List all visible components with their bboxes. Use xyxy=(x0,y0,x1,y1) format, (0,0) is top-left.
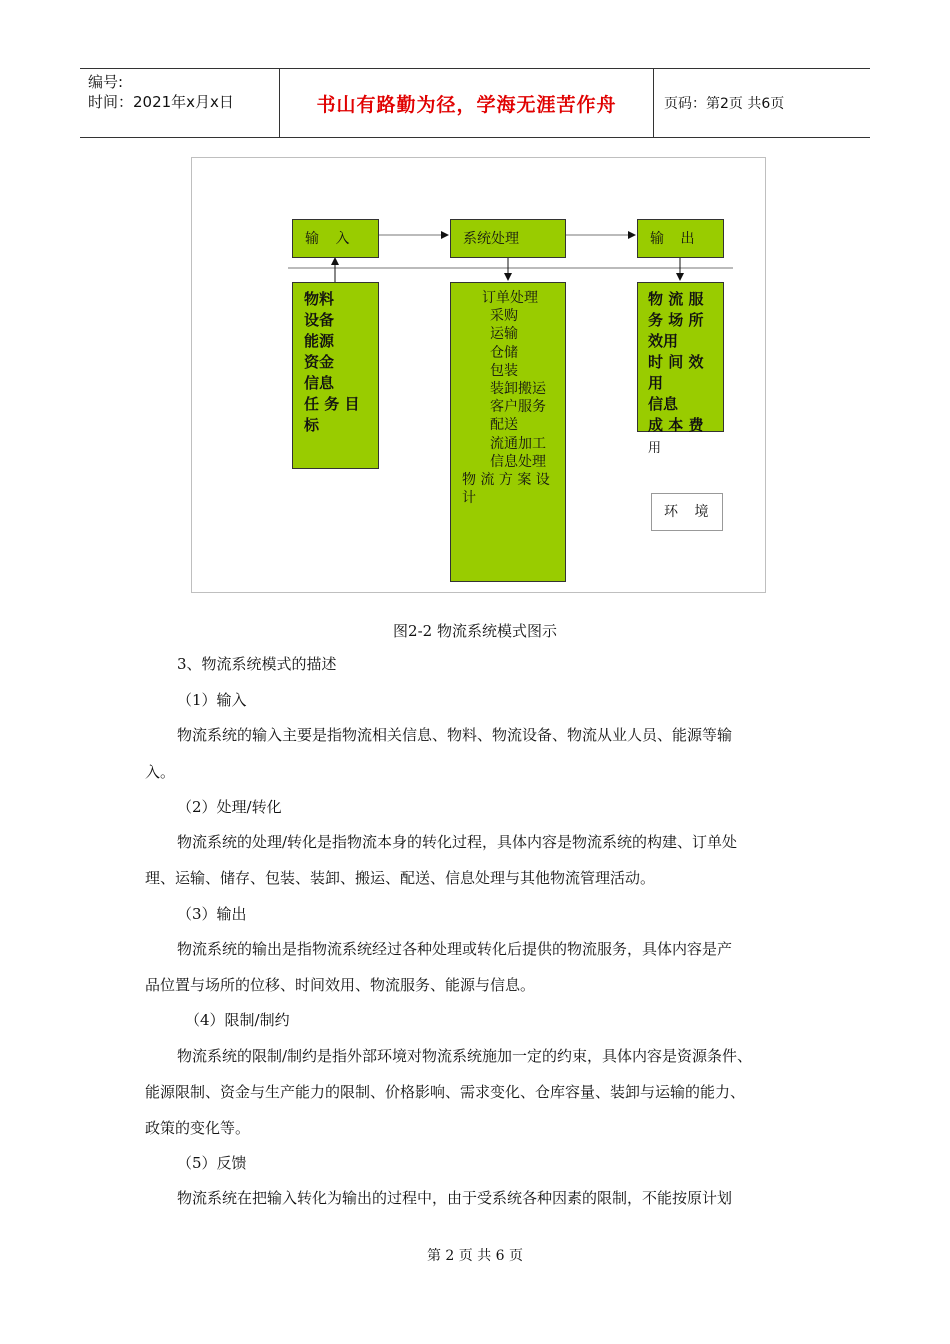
process-item: 配送 xyxy=(490,417,518,434)
process-item: 计 xyxy=(462,490,476,507)
subheading-constraint: （4）限制/制约 xyxy=(185,1011,290,1029)
output-item: 务 场 所 xyxy=(648,311,704,329)
process-item: 流通加工 xyxy=(490,435,546,452)
time-label: 时间：2021年x月x日 xyxy=(88,93,234,111)
output-title-box: 输 出 xyxy=(637,219,724,258)
output-items-list xyxy=(648,289,703,436)
output-item: 用 xyxy=(648,374,664,392)
output-item: 成 本 费 xyxy=(648,416,704,434)
input-item: 信息 xyxy=(304,374,335,392)
input-item: 标 xyxy=(304,416,320,434)
process-item: 物 流 方 案 设 xyxy=(462,472,550,489)
paragraph-line: 政策的变化等。 xyxy=(145,1119,251,1137)
process-item: 订单处理 xyxy=(482,290,538,306)
process-title-box: 系统处理 xyxy=(450,219,566,258)
subheading-process: （2）处理/转化 xyxy=(177,798,282,816)
paragraph-line: 物流系统的输入主要是指物流相关信息、物料、物流设备、物流从业人员、能源等输 xyxy=(177,726,733,744)
process-item: 信息处理 xyxy=(490,453,546,470)
page-header xyxy=(80,68,870,138)
input-item: 物料 xyxy=(304,290,335,308)
input-title-box: 输 入 xyxy=(292,219,379,258)
header-meta xyxy=(80,69,280,137)
input-item: 资金 xyxy=(304,353,335,371)
paragraph-line: 物流系统的限制/制约是指外部环境对物流系统施加一定的约束，具体内容是资源条件、 xyxy=(177,1047,753,1065)
paragraph-line: 物流系统的输出是指物流系统经过各种处理或转化后提供的物流服务，具体内容是产 xyxy=(177,940,733,958)
output-item: 时 间 效 xyxy=(648,353,704,371)
process-item: 包装 xyxy=(490,362,518,379)
logistics-system-diagram xyxy=(191,157,766,593)
environment-box: 环 境 xyxy=(651,493,723,531)
header-motto: 书山有路勤为径，学海无涯苦作舟 xyxy=(280,69,654,137)
subheading-input: （1）输入 xyxy=(177,691,247,709)
figure-caption: 图2-2 物流系统模式图示 xyxy=(393,622,557,640)
output-item-tail: 用 xyxy=(648,441,662,456)
output-item: 物 流 服 xyxy=(648,290,704,308)
paragraph-line: 能源限制、资金与生产能力的限制、价格影响、需求变化、仓库容量、装卸与运输的能力、 xyxy=(145,1083,746,1101)
section-heading: 3、物流系统模式的描述 xyxy=(177,655,337,673)
process-item: 仓储 xyxy=(490,344,518,361)
page-footer: 第 2 页 共 6 页 xyxy=(426,1248,524,1264)
process-item: 运输 xyxy=(490,326,518,343)
process-item: 采购 xyxy=(490,308,518,325)
header-page-label: 页码：第2页 共6页 xyxy=(664,96,785,112)
paragraph-line: 物流系统的处理/转化是指物流本身的转化过程，具体内容是物流系统的构建、订单处 xyxy=(177,833,738,851)
paragraph-line: 物流系统在把输入转化为输出的过程中，由于受系统各种因素的限制，不能按原计划 xyxy=(177,1189,733,1207)
input-item: 设备 xyxy=(304,311,335,329)
paragraph-line: 理、运输、储存、包装、装卸、搬运、配送、信息处理与其他物流管理活动。 xyxy=(145,869,656,887)
input-item: 能源 xyxy=(304,332,335,350)
paragraph-line: 品位置与场所的位移、时间效用、物流服务、能源与信息。 xyxy=(145,976,536,994)
subheading-feedback: （5）反馈 xyxy=(177,1154,247,1172)
input-item: 任 务 目 xyxy=(304,395,360,413)
process-item: 装卸搬运 xyxy=(490,381,546,398)
input-items-list xyxy=(304,289,359,436)
process-item: 客户服务 xyxy=(490,399,546,416)
paragraph-line: 入。 xyxy=(145,763,176,781)
subheading-output: （3）输出 xyxy=(177,905,247,923)
output-item: 效用 xyxy=(648,332,679,350)
process-items-list xyxy=(462,289,550,507)
serial-label: 编号: xyxy=(88,73,124,91)
output-item: 信息 xyxy=(648,395,679,413)
